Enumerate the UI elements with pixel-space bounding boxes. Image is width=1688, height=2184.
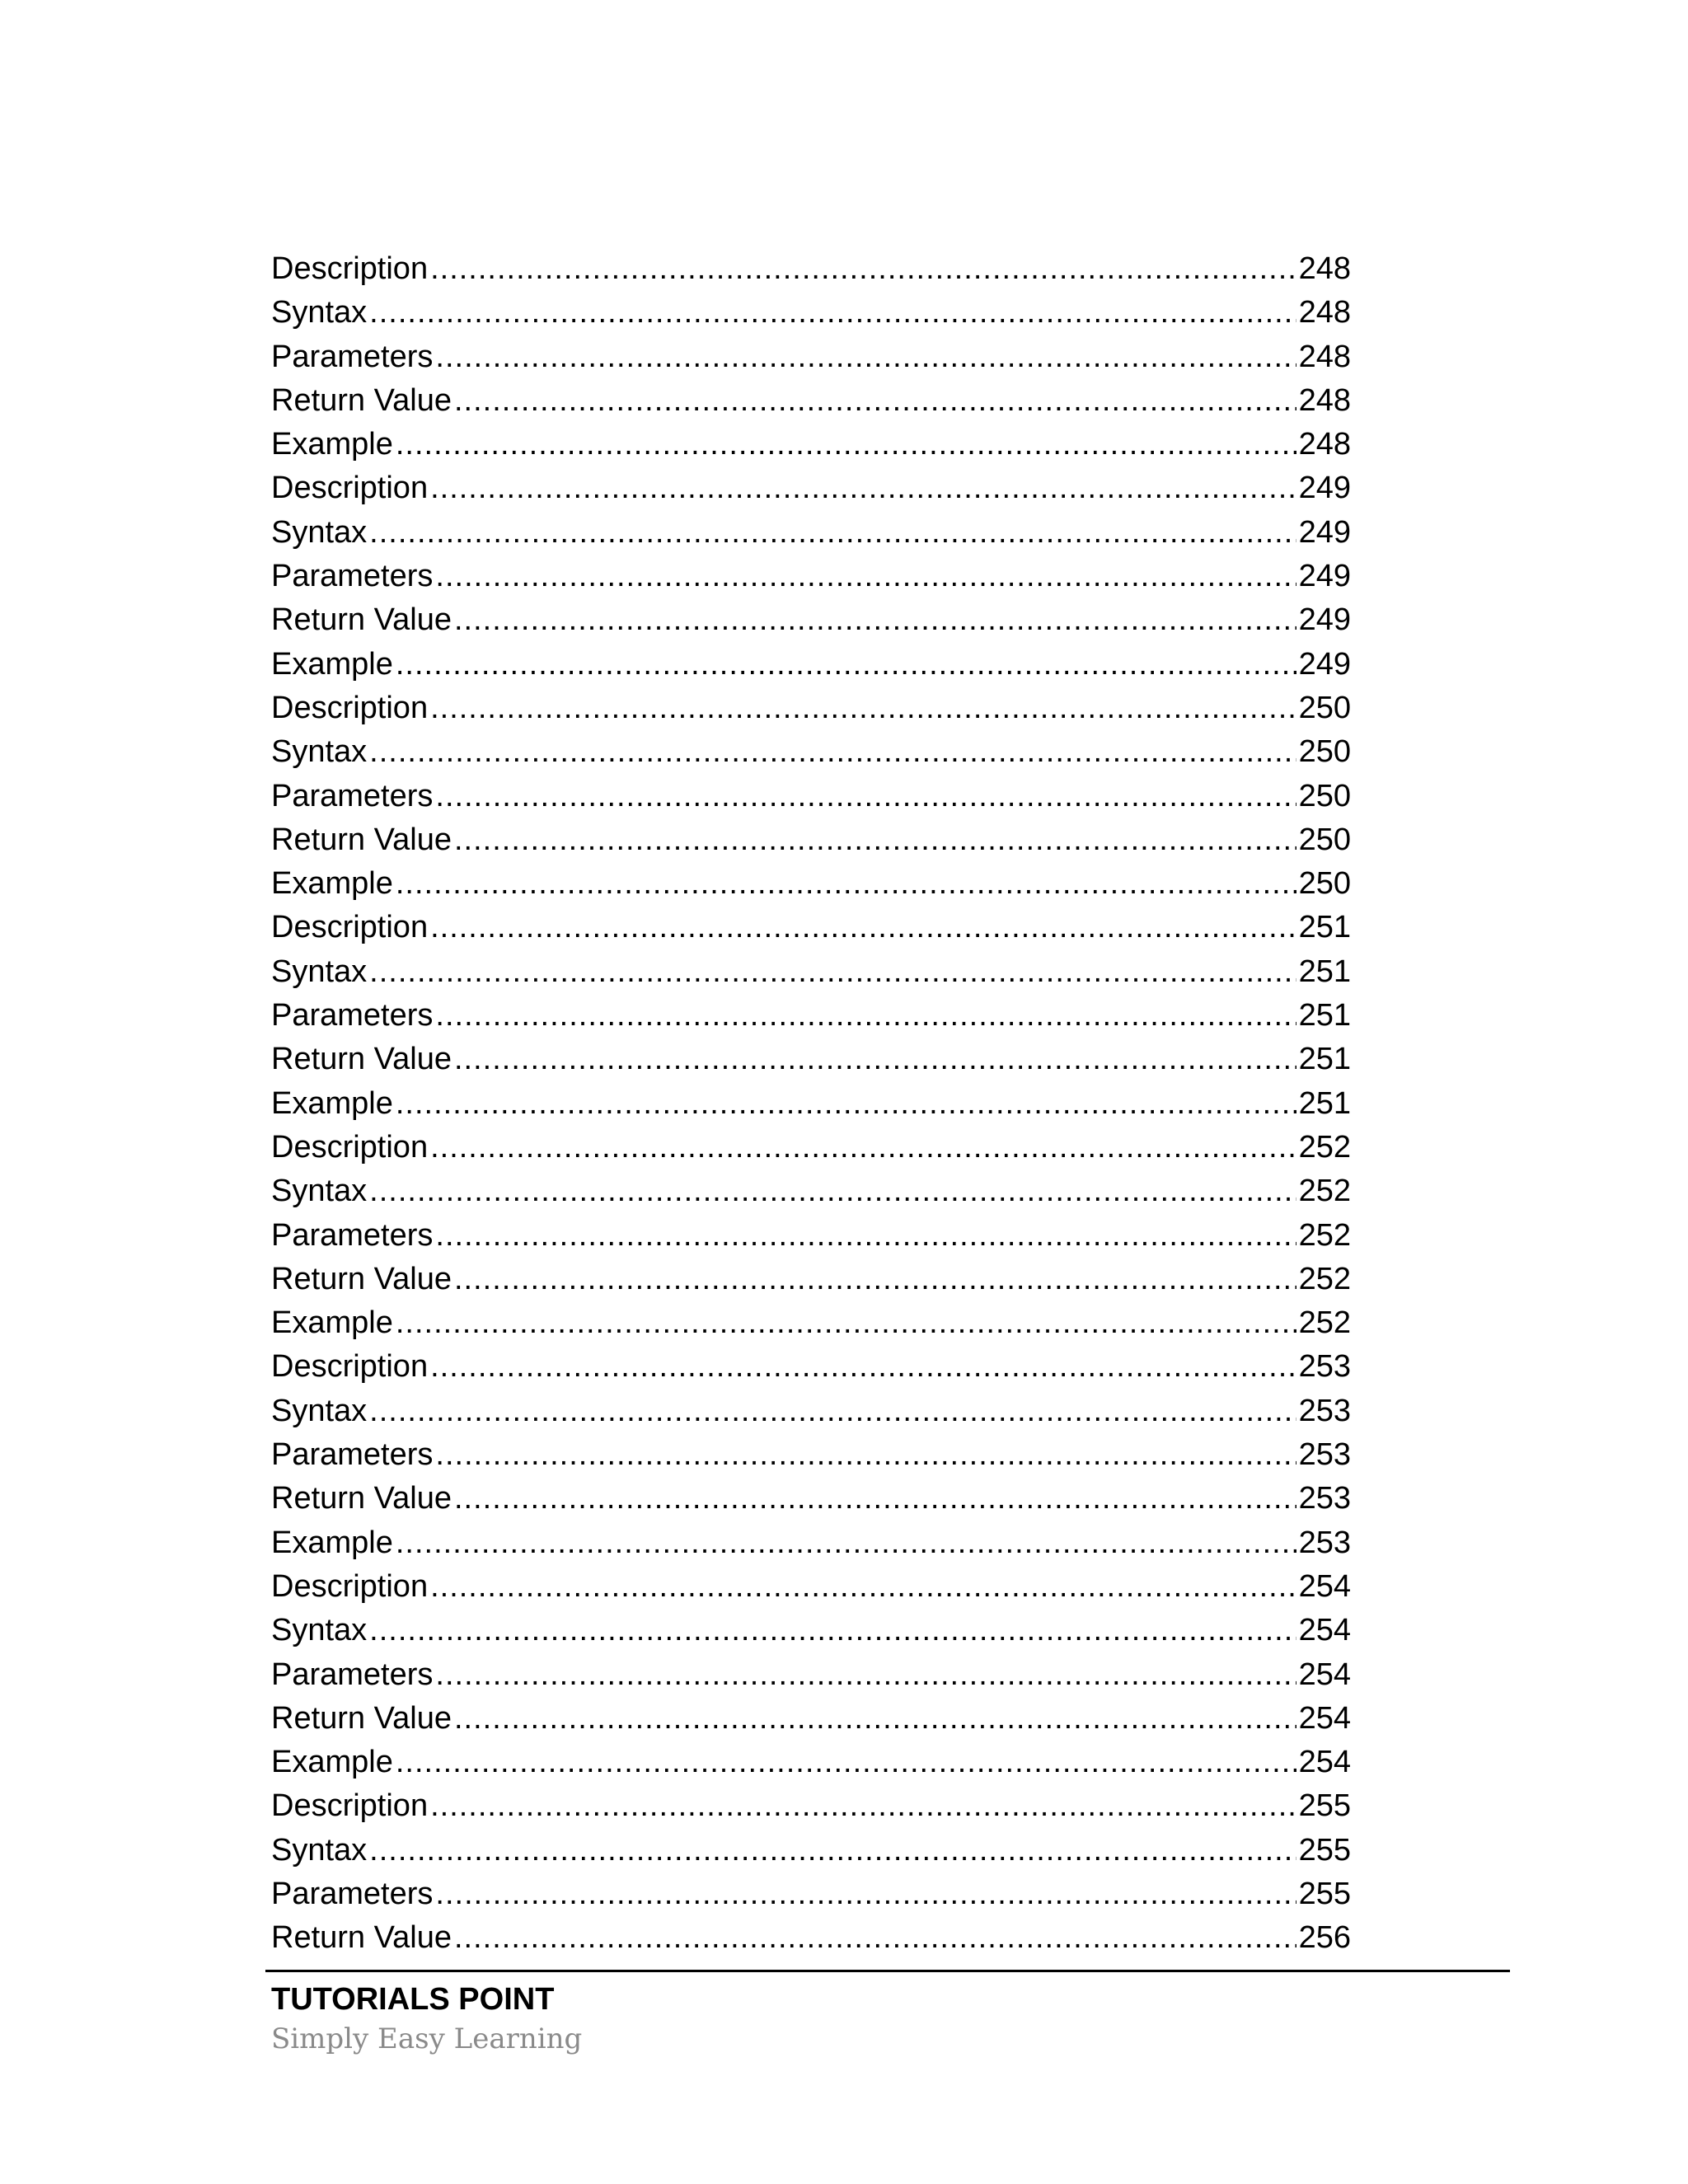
toc-entry[interactable]: [271, 1829, 1351, 1872]
toc-entry[interactable]: [271, 1916, 1351, 1960]
toc-dot-leader: [435, 335, 1296, 379]
toc-entry-page-number: 251: [1298, 1085, 1351, 1121]
toc-entry[interactable]: [271, 1565, 1351, 1609]
toc-dot-leader: [396, 643, 1296, 687]
toc-dot-leader: [430, 906, 1296, 949]
toc-entry-label: Syntax: [271, 1613, 368, 1648]
toc-dot-leader: [369, 730, 1296, 774]
toc-entry-page-number: 252: [1298, 1217, 1351, 1253]
table-of-contents: [271, 247, 1351, 1961]
footer-brand: TUTORIALS POINT: [271, 1982, 555, 2017]
toc-entry[interactable]: [271, 1784, 1351, 1828]
toc-dot-leader: [369, 1609, 1296, 1652]
toc-entry[interactable]: [271, 511, 1351, 555]
toc-entry-page-number: 251: [1298, 910, 1351, 945]
toc-dot-leader: [396, 1301, 1296, 1345]
footer-divider: [265, 1970, 1510, 1972]
toc-entry-page-number: 252: [1298, 1305, 1351, 1341]
toc-entry-page-number: 250: [1298, 734, 1351, 770]
toc-entry[interactable]: [271, 643, 1351, 687]
toc-entry-label: Parameters: [271, 559, 434, 594]
toc-entry-label: Syntax: [271, 295, 368, 330]
toc-entry-label: Parameters: [271, 339, 434, 374]
toc-entry[interactable]: [271, 1653, 1351, 1697]
toc-entry-label: Return Value: [271, 382, 452, 418]
toc-entry-page-number: 253: [1298, 1437, 1351, 1473]
toc-entry-label: Example: [271, 1525, 393, 1560]
toc-entry-label: Example: [271, 1305, 393, 1341]
toc-dot-leader: [430, 1565, 1296, 1609]
toc-entry-page-number: 248: [1298, 382, 1351, 418]
toc-entry-page-number: 255: [1298, 1788, 1351, 1824]
toc-entry[interactable]: [271, 1521, 1351, 1565]
toc-entry[interactable]: [271, 994, 1351, 1038]
toc-entry-page-number: 251: [1298, 1042, 1351, 1077]
toc-dot-leader: [430, 247, 1296, 291]
toc-entry[interactable]: [271, 1126, 1351, 1169]
toc-dot-leader: [435, 1433, 1296, 1477]
toc-dot-leader: [430, 1345, 1296, 1389]
toc-entry-page-number: 253: [1298, 1349, 1351, 1385]
toc-entry-label: Parameters: [271, 1876, 434, 1911]
toc-entry-label: Example: [271, 427, 393, 462]
toc-dot-leader: [454, 1916, 1296, 1960]
toc-entry-page-number: 252: [1298, 1261, 1351, 1296]
toc-entry-label: Parameters: [271, 1657, 434, 1692]
toc-entry-page-number: 254: [1298, 1613, 1351, 1648]
toc-dot-leader: [396, 1082, 1296, 1126]
toc-entry-page-number: 254: [1298, 1568, 1351, 1604]
toc-entry-label: Example: [271, 866, 393, 902]
toc-entry[interactable]: [271, 335, 1351, 379]
toc-entry-page-number: 250: [1298, 822, 1351, 857]
toc-entry[interactable]: [271, 1082, 1351, 1126]
toc-dot-leader: [396, 1521, 1296, 1565]
toc-entry[interactable]: [271, 247, 1351, 291]
toc-entry[interactable]: [271, 862, 1351, 906]
toc-entry[interactable]: [271, 1301, 1351, 1345]
toc-entry-page-number: 248: [1298, 295, 1351, 330]
toc-dot-leader: [369, 950, 1296, 994]
toc-entry-page-number: 250: [1298, 778, 1351, 813]
toc-entry-label: Return Value: [271, 1481, 452, 1516]
toc-entry-label: Description: [271, 1788, 429, 1824]
toc-entry-page-number: 249: [1298, 602, 1351, 638]
toc-entry-page-number: 254: [1298, 1657, 1351, 1692]
toc-dot-leader: [369, 511, 1296, 555]
toc-entry-label: Return Value: [271, 822, 452, 857]
toc-entry[interactable]: [271, 1872, 1351, 1916]
toc-dot-leader: [454, 818, 1296, 862]
toc-dot-leader: [435, 555, 1296, 598]
toc-entry-label: Syntax: [271, 514, 368, 550]
toc-entry[interactable]: [271, 730, 1351, 774]
toc-entry-label: Example: [271, 1085, 393, 1121]
toc-entry[interactable]: [271, 423, 1351, 466]
toc-dot-leader: [454, 1258, 1296, 1301]
toc-entry[interactable]: [271, 687, 1351, 730]
toc-entry[interactable]: [271, 1038, 1351, 1081]
toc-entry-label: Syntax: [271, 734, 368, 770]
toc-entry-page-number: 255: [1298, 1876, 1351, 1911]
toc-entry-label: Description: [271, 1568, 429, 1604]
toc-entry-page-number: 251: [1298, 954, 1351, 989]
toc-dot-leader: [430, 466, 1296, 510]
toc-dot-leader: [454, 379, 1296, 423]
toc-entry-page-number: 248: [1298, 251, 1351, 286]
toc-entry-page-number: 256: [1298, 1920, 1351, 1956]
toc-dot-leader: [396, 862, 1296, 906]
toc-entry-page-number: 254: [1298, 1700, 1351, 1736]
toc-entry[interactable]: [271, 466, 1351, 510]
toc-dot-leader: [435, 1872, 1296, 1916]
toc-entry-label: Example: [271, 646, 393, 682]
toc-entry-page-number: 253: [1298, 1481, 1351, 1516]
toc-entry-page-number: 249: [1298, 559, 1351, 594]
toc-entry[interactable]: [271, 379, 1351, 423]
toc-entry-label: Description: [271, 471, 429, 506]
toc-entry-label: Parameters: [271, 1437, 434, 1473]
toc-entry-page-number: 248: [1298, 427, 1351, 462]
toc-entry-label: Parameters: [271, 1217, 434, 1253]
toc-entry-label: Example: [271, 1745, 393, 1780]
toc-entry[interactable]: [271, 1258, 1351, 1301]
toc-entry[interactable]: [271, 598, 1351, 642]
toc-entry-label: Description: [271, 251, 429, 286]
toc-entry[interactable]: [271, 291, 1351, 335]
toc-dot-leader: [454, 1477, 1296, 1521]
toc-entry-label: Return Value: [271, 1920, 452, 1956]
toc-entry-label: Syntax: [271, 1832, 368, 1868]
toc-entry-label: Return Value: [271, 1042, 452, 1077]
toc-entry[interactable]: [271, 1390, 1351, 1433]
toc-dot-leader: [430, 687, 1296, 730]
toc-dot-leader: [435, 775, 1296, 818]
toc-entry[interactable]: [271, 1433, 1351, 1477]
footer-tagline: Simply Easy Learning: [271, 2022, 583, 2055]
toc-entry-label: Description: [271, 1129, 429, 1165]
toc-entry-label: Return Value: [271, 1261, 452, 1296]
toc-entry-page-number: 248: [1298, 339, 1351, 374]
toc-entry-label: Return Value: [271, 1700, 452, 1736]
toc-entry-page-number: 253: [1298, 1525, 1351, 1560]
toc-dot-leader: [435, 1214, 1296, 1258]
toc-entry-page-number: 252: [1298, 1174, 1351, 1209]
toc-entry-page-number: 255: [1298, 1832, 1351, 1868]
toc-dot-leader: [454, 598, 1296, 642]
toc-dot-leader: [435, 994, 1296, 1038]
toc-entry[interactable]: [271, 950, 1351, 994]
toc-entry-label: Parameters: [271, 778, 434, 813]
toc-dot-leader: [430, 1126, 1296, 1169]
toc-entry[interactable]: [271, 1741, 1351, 1784]
toc-entry[interactable]: [271, 1345, 1351, 1389]
toc-entry[interactable]: [271, 1477, 1351, 1521]
toc-dot-leader: [435, 1653, 1296, 1697]
toc-dot-leader: [454, 1038, 1296, 1081]
toc-entry[interactable]: [271, 1169, 1351, 1213]
toc-dot-leader: [369, 291, 1296, 335]
toc-entry[interactable]: [271, 1609, 1351, 1652]
toc-dot-leader: [430, 1784, 1296, 1828]
toc-entry-page-number: 254: [1298, 1745, 1351, 1780]
toc-entry[interactable]: [271, 775, 1351, 818]
toc-dot-leader: [369, 1829, 1296, 1872]
toc-entry[interactable]: [271, 906, 1351, 949]
toc-entry-label: Description: [271, 1349, 429, 1385]
toc-entry[interactable]: [271, 1214, 1351, 1258]
toc-entry-label: Return Value: [271, 602, 452, 638]
toc-dot-leader: [369, 1390, 1296, 1433]
toc-dot-leader: [396, 1741, 1296, 1784]
toc-entry-page-number: 250: [1298, 690, 1351, 725]
toc-entry[interactable]: [271, 555, 1351, 598]
toc-entry-page-number: 251: [1298, 998, 1351, 1033]
toc-entry-label: Syntax: [271, 1174, 368, 1209]
toc-entry-label: Description: [271, 690, 429, 725]
toc-entry-page-number: 253: [1298, 1393, 1351, 1428]
toc-entry[interactable]: [271, 818, 1351, 862]
toc-entry-label: Description: [271, 910, 429, 945]
toc-dot-leader: [396, 423, 1296, 466]
toc-entry-label: Syntax: [271, 954, 368, 989]
toc-dot-leader: [454, 1697, 1296, 1741]
toc-entry-page-number: 249: [1298, 471, 1351, 506]
toc-entry-page-number: 249: [1298, 646, 1351, 682]
toc-dot-leader: [369, 1169, 1296, 1213]
toc-entry-page-number: 252: [1298, 1129, 1351, 1165]
toc-entry-label: Syntax: [271, 1393, 368, 1428]
toc-entry-page-number: 250: [1298, 866, 1351, 902]
toc-entry-label: Parameters: [271, 998, 434, 1033]
toc-entry-page-number: 249: [1298, 514, 1351, 550]
toc-entry[interactable]: [271, 1697, 1351, 1741]
